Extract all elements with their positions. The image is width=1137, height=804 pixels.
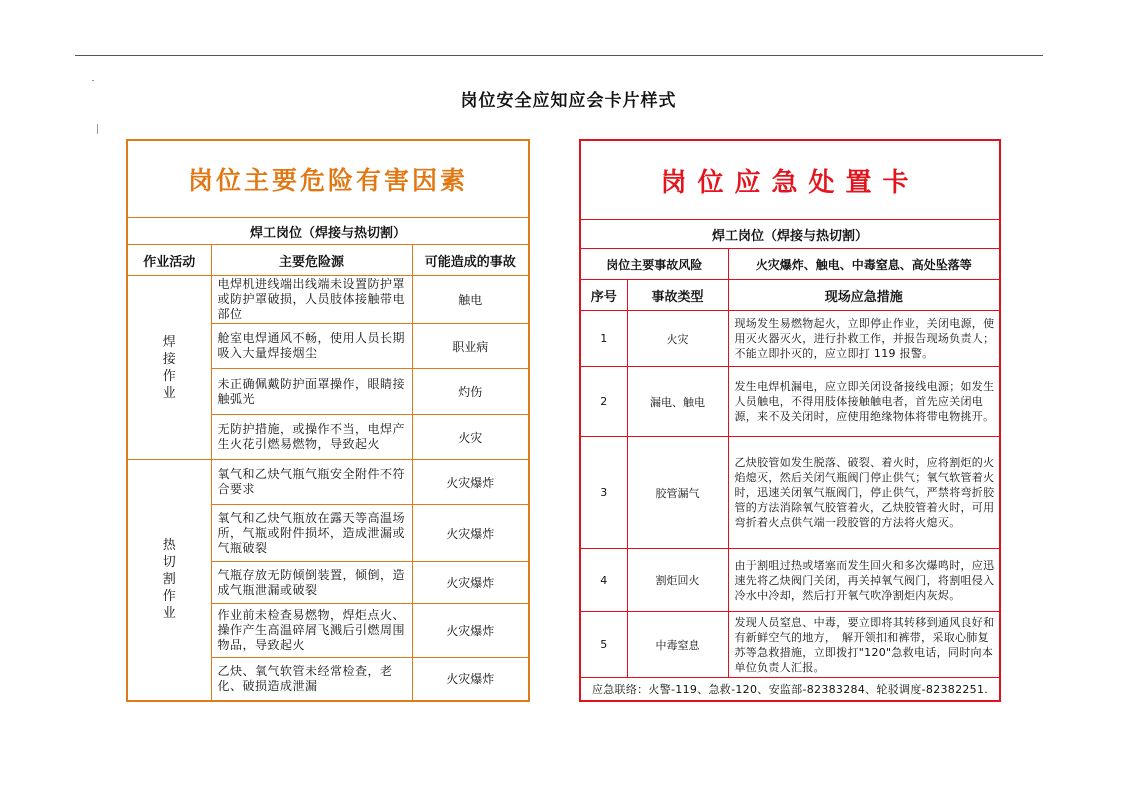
emergency-measures: 发现人员窒息、中毒，要立即将其转移到通风良好和有新鲜空气的地方， 解开领扣和裤带，采取心肺复苏等急救措施，立即拨打"120"急救电话，同时向本单位负责人汇报。 [728, 612, 1000, 678]
top-rule [75, 55, 1043, 56]
hazard-source: 舱室电焊通风不畅，使用人员长期吸入大量焊接烟尘 [211, 324, 412, 369]
emergency-row [580, 367, 1000, 437]
accident-type: 中毒窒息 [627, 612, 728, 678]
hazard-header-row [127, 245, 529, 276]
hazard-source: 未正确佩戴防护面罩操作，眼睛接触弧光 [211, 369, 412, 415]
hazard-source: 氧气和乙炔气瓶放在露天等高温场所，气瓶或附件损坏，造成泄漏或气瓶破裂 [211, 505, 412, 562]
row-number: 1 [580, 311, 627, 367]
row-number: 4 [580, 549, 627, 612]
possible-accident: 火灾 [412, 415, 529, 460]
possible-accident: 火灾爆炸 [412, 604, 529, 658]
document-title: 岗位安全应知应会卡片样式 [460, 91, 677, 111]
hazard-source: 无防护措施，或操作不当，电焊产生火花引燃易燃物，导致起火 [211, 415, 412, 460]
possible-accident: 火灾爆炸 [412, 505, 529, 562]
header-hazard: 主要危险源 [211, 245, 412, 276]
possible-accident: 触电 [412, 276, 529, 324]
emergency-post-title: 焊工岗位（焊接与热切割） [580, 220, 1000, 249]
activity-welding: 焊 接 作 业 [127, 276, 211, 460]
hazard-card [126, 139, 530, 702]
row-number: 5 [580, 612, 627, 678]
hazard-banner [127, 140, 529, 218]
accident-type: 胶管漏气 [627, 437, 728, 549]
hazard-row [127, 460, 529, 505]
header-measures: 现场应急措施 [728, 280, 1000, 311]
hazard-banner-title: 岗位主要危险有害因素 [188, 166, 469, 195]
emergency-measures: 现场发生易燃物起火，立即停止作业，关闭电源，使用灭火器灭火，进行扑救工作，并报告现场负责人；不能立即扑灭的，应立即打 119 报警。 [728, 311, 1000, 367]
hazard-source: 电焊机进线端出线端未设置防护罩或防护罩破损，人员肢体接触带电部位 [211, 276, 412, 324]
hazard-source: 气瓶存放无防倾倒装置，倾倒，造成气瓶泄漏或破裂 [211, 562, 412, 604]
risk-value: 火灾爆炸、触电、中毒窒息、高处坠落等 [728, 249, 1000, 280]
possible-accident: 火灾爆炸 [412, 460, 529, 505]
hazard-row [127, 276, 529, 324]
emergency-measures: 发生电焊机漏电，应立即关闭设备接线电源；如发生人员触电，不得用肢体接触触电者，首先应关闭电源，来不及关闭时，应使用绝缘物体将带电物挑开。 [728, 367, 1000, 437]
possible-accident: 职业病 [412, 324, 529, 369]
hazard-source: 氧气和乙炔气瓶气瓶安全附件不符合要求 [211, 460, 412, 505]
header-accident: 可能造成的事故 [412, 245, 529, 276]
emergency-card [579, 139, 1001, 702]
accident-type: 割炬回火 [627, 549, 728, 612]
hazard-post-title: 焊工岗位（焊接与热切割） [127, 218, 529, 245]
emergency-measures: 由于割咀过热或堵塞而发生回火和多次爆鸣时，应迅速先将乙炔阀门关闭，再关掉氧气阀门，将割咀侵入冷水中冷却，然后打开氧气吹净割炬内灰烬。 [728, 549, 1000, 612]
possible-accident: 火灾爆炸 [412, 658, 529, 701]
emergency-row [580, 549, 1000, 612]
cursor-mark [97, 124, 98, 134]
accident-type: 火灾 [627, 311, 728, 367]
possible-accident: 灼伤 [412, 369, 529, 415]
emergency-row [580, 612, 1000, 678]
margin-mark [92, 80, 94, 81]
emergency-row [580, 311, 1000, 367]
emergency-row [580, 437, 1000, 549]
possible-accident: 火灾爆炸 [412, 562, 529, 604]
row-number: 2 [580, 367, 627, 437]
emergency-banner [580, 140, 1000, 220]
header-activity: 作业活动 [127, 245, 211, 276]
emergency-contacts: 应急联络：火警-119、急救-120、安监部-82383284、轮驳调度-82382251. [580, 678, 1000, 702]
header-type: 事故类型 [627, 280, 728, 311]
emergency-measures: 乙炔胶管如发生脱落、破裂、着火时，应将割炬的火焰熄灭，然后关闭气瓶阀门停止供气；氧气软管着火时，迅速关闭氧气瓶阀门，停止供气，严禁将弯折胶管的方法消除氧气胶管着火，乙炔胶管着火时，可用弯折着火点供气端一段胶管的方法将火熄灭。 [728, 437, 1000, 549]
emergency-header-row [580, 280, 1000, 311]
risk-label: 岗位主要事故风险 [580, 249, 728, 280]
header-number: 序号 [580, 280, 627, 311]
risk-row [580, 249, 1000, 280]
hazard-source: 乙炔、氧气软管未经常检查，老化、破损造成泄漏 [211, 658, 412, 701]
hazard-source: 作业前未检查易燃物，焊炬点火、操作产生高温碎屑飞溅后引燃周围物品，导致起火 [211, 604, 412, 658]
accident-type: 漏电、触电 [627, 367, 728, 437]
emergency-banner-title: 岗位应急处置卡 [660, 167, 920, 198]
activity-cutting: 热 切 割 作 业 [127, 460, 211, 701]
row-number: 3 [580, 437, 627, 549]
